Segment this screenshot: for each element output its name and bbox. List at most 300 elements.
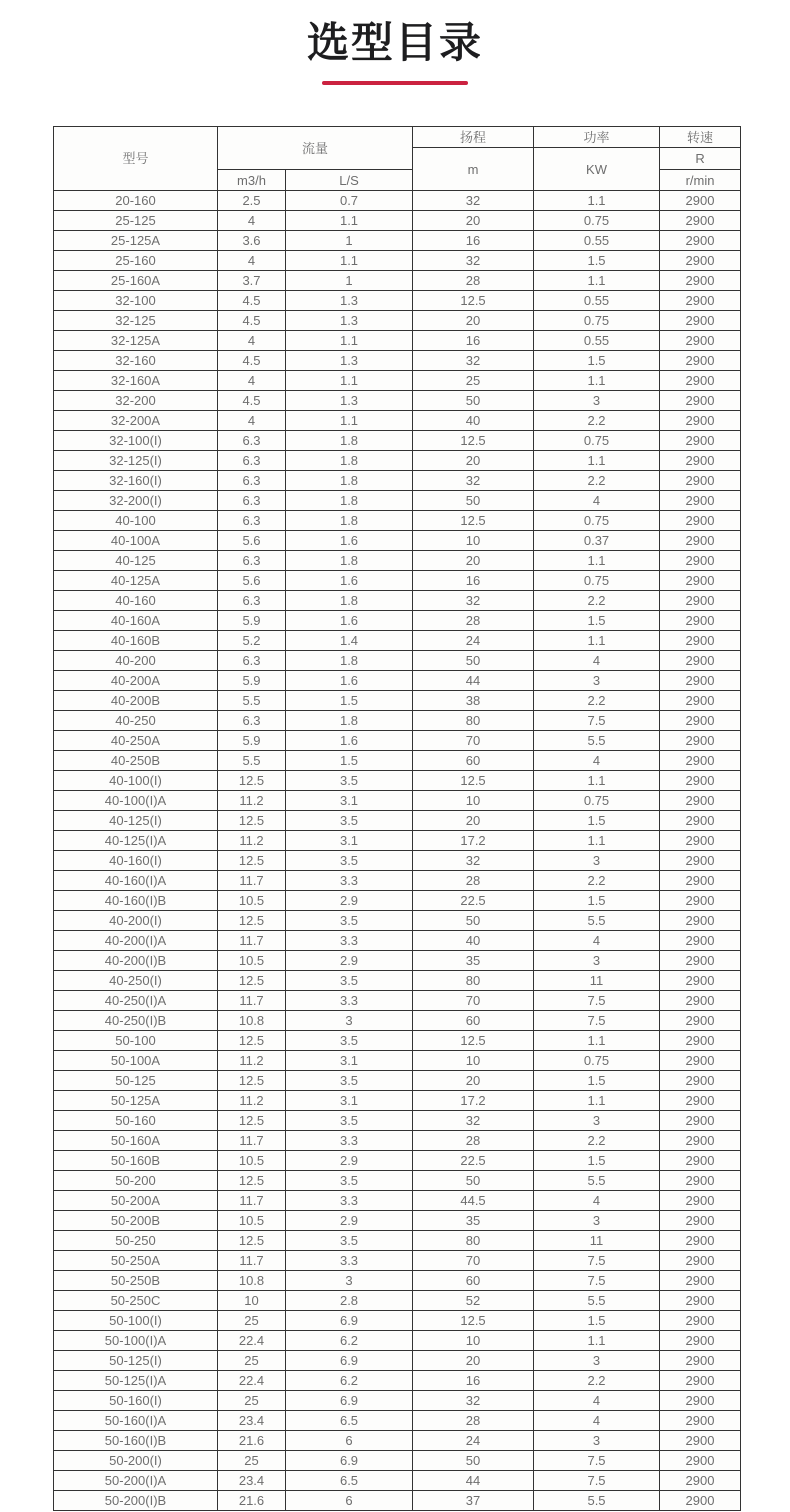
cell-speed-rmin: 2900 (660, 851, 741, 871)
cell-speed-rmin: 2900 (660, 1111, 741, 1131)
cell-flow-ls: 1.3 (286, 351, 413, 371)
cell-speed-rmin: 2900 (660, 331, 741, 351)
cell-flow-ls: 1.1 (286, 411, 413, 431)
cell-flow-ls: 3 (286, 1011, 413, 1031)
cell-head-m: 50 (413, 651, 534, 671)
table-row (54, 1411, 741, 1431)
table-row (54, 1031, 741, 1051)
cell-speed-rmin: 2900 (660, 671, 741, 691)
cell-speed-rmin: 2900 (660, 1191, 741, 1211)
table-row (54, 511, 741, 531)
cell-power-kw: 5.5 (534, 1491, 660, 1511)
cell-flow-m3h: 23.4 (218, 1471, 286, 1491)
cell-model: 32-160A (54, 371, 218, 391)
cell-model: 50-250 (54, 1231, 218, 1251)
table-row (54, 531, 741, 551)
col-header-power-unit: KW (534, 148, 660, 191)
col-header-flow-ls: L/S (286, 170, 413, 191)
cell-head-m: 70 (413, 731, 534, 751)
table-row (54, 1451, 741, 1471)
table-row (54, 411, 741, 431)
cell-model: 50-250C (54, 1291, 218, 1311)
cell-flow-ls: 3.1 (286, 791, 413, 811)
table-row (54, 1191, 741, 1211)
cell-power-kw: 1.1 (534, 631, 660, 651)
table-row (54, 231, 741, 251)
cell-flow-ls: 3.5 (286, 1071, 413, 1091)
cell-power-kw: 1.5 (534, 1311, 660, 1331)
cell-power-kw: 0.55 (534, 291, 660, 311)
cell-model: 40-100(I) (54, 771, 218, 791)
cell-power-kw: 7.5 (534, 711, 660, 731)
cell-model: 32-200 (54, 391, 218, 411)
table-row (54, 311, 741, 331)
cell-flow-m3h: 3.6 (218, 231, 286, 251)
cell-power-kw: 11 (534, 971, 660, 991)
cell-speed-rmin: 2900 (660, 491, 741, 511)
cell-speed-rmin: 2900 (660, 971, 741, 991)
table-row (54, 911, 741, 931)
cell-head-m: 44.5 (413, 1191, 534, 1211)
cell-power-kw: 7.5 (534, 1451, 660, 1471)
cell-model: 50-160B (54, 1151, 218, 1171)
cell-flow-ls: 1.1 (286, 211, 413, 231)
table-row (54, 631, 741, 651)
cell-head-m: 70 (413, 991, 534, 1011)
col-header-speed-unit: r/min (660, 170, 741, 191)
cell-head-m: 20 (413, 1071, 534, 1091)
cell-speed-rmin: 2900 (660, 571, 741, 591)
cell-flow-m3h: 11.7 (218, 1191, 286, 1211)
cell-model: 32-200A (54, 411, 218, 431)
cell-flow-ls: 3 (286, 1271, 413, 1291)
cell-model: 25-160A (54, 271, 218, 291)
cell-flow-ls: 3.5 (286, 1111, 413, 1131)
cell-model: 25-125A (54, 231, 218, 251)
table-row (54, 1231, 741, 1251)
table-row (54, 351, 741, 371)
cell-model: 40-160(I) (54, 851, 218, 871)
cell-flow-ls: 3.5 (286, 1171, 413, 1191)
cell-flow-ls: 1.8 (286, 451, 413, 471)
cell-flow-m3h: 11.7 (218, 871, 286, 891)
cell-flow-m3h: 5.9 (218, 731, 286, 751)
table-row (54, 191, 741, 211)
table-row (54, 691, 741, 711)
cell-flow-m3h: 5.6 (218, 531, 286, 551)
cell-power-kw: 0.75 (534, 1051, 660, 1071)
cell-flow-m3h: 11.2 (218, 1051, 286, 1071)
cell-speed-rmin: 2900 (660, 991, 741, 1011)
table-row (54, 1071, 741, 1091)
cell-head-m: 44 (413, 671, 534, 691)
cell-flow-m3h: 5.9 (218, 671, 286, 691)
cell-flow-ls: 3.5 (286, 1031, 413, 1051)
cell-speed-rmin: 2900 (660, 931, 741, 951)
table-row (54, 1431, 741, 1451)
cell-head-m: 24 (413, 1431, 534, 1451)
cell-model: 32-125(I) (54, 451, 218, 471)
table-row (54, 211, 741, 231)
cell-flow-m3h: 11.7 (218, 1251, 286, 1271)
cell-head-m: 50 (413, 1451, 534, 1471)
cell-flow-ls: 1.5 (286, 751, 413, 771)
table-row (54, 1111, 741, 1131)
col-header-head-unit: m (413, 148, 534, 191)
cell-speed-rmin: 2900 (660, 1351, 741, 1371)
cell-head-m: 20 (413, 451, 534, 471)
cell-flow-m3h: 10 (218, 1291, 286, 1311)
cell-power-kw: 2.2 (534, 871, 660, 891)
cell-flow-m3h: 12.5 (218, 1171, 286, 1191)
cell-flow-m3h: 2.5 (218, 191, 286, 211)
table-row (54, 1251, 741, 1271)
cell-flow-m3h: 11.2 (218, 1091, 286, 1111)
cell-flow-ls: 2.9 (286, 1211, 413, 1231)
cell-model: 20-160 (54, 191, 218, 211)
cell-model: 50-160 (54, 1111, 218, 1131)
cell-flow-m3h: 25 (218, 1311, 286, 1331)
cell-speed-rmin: 2900 (660, 811, 741, 831)
cell-model: 40-250(I) (54, 971, 218, 991)
table-row (54, 871, 741, 891)
cell-flow-ls: 1.6 (286, 731, 413, 751)
cell-head-m: 40 (413, 931, 534, 951)
table-row (54, 1371, 741, 1391)
cell-head-m: 32 (413, 471, 534, 491)
cell-speed-rmin: 2900 (660, 1011, 741, 1031)
cell-model: 40-200(I) (54, 911, 218, 931)
cell-flow-ls: 6.9 (286, 1351, 413, 1371)
cell-flow-ls: 3.5 (286, 771, 413, 791)
cell-flow-m3h: 11.2 (218, 791, 286, 811)
cell-model: 32-100(I) (54, 431, 218, 451)
table-row (54, 251, 741, 271)
cell-speed-rmin: 2900 (660, 311, 741, 331)
cell-speed-rmin: 2900 (660, 911, 741, 931)
table-row (54, 771, 741, 791)
cell-power-kw: 2.2 (534, 691, 660, 711)
cell-speed-rmin: 2900 (660, 651, 741, 671)
cell-model: 40-200 (54, 651, 218, 671)
cell-power-kw: 1.1 (534, 831, 660, 851)
table-row (54, 811, 741, 831)
cell-flow-ls: 2.9 (286, 1151, 413, 1171)
cell-power-kw: 1.5 (534, 891, 660, 911)
cell-head-m: 20 (413, 311, 534, 331)
table-row (54, 1291, 741, 1311)
cell-flow-m3h: 4.5 (218, 391, 286, 411)
cell-flow-ls: 1.6 (286, 671, 413, 691)
table-row (54, 951, 741, 971)
cell-flow-ls: 1.4 (286, 631, 413, 651)
table-row (54, 591, 741, 611)
cell-flow-ls: 3.3 (286, 991, 413, 1011)
cell-flow-m3h: 12.5 (218, 771, 286, 791)
cell-flow-m3h: 22.4 (218, 1331, 286, 1351)
cell-model: 40-250B (54, 751, 218, 771)
cell-model: 32-100 (54, 291, 218, 311)
cell-flow-ls: 1 (286, 231, 413, 251)
cell-head-m: 32 (413, 851, 534, 871)
cell-power-kw: 0.75 (534, 511, 660, 531)
cell-head-m: 50 (413, 491, 534, 511)
cell-model: 50-160A (54, 1131, 218, 1151)
cell-head-m: 60 (413, 751, 534, 771)
cell-flow-ls: 1.3 (286, 311, 413, 331)
cell-power-kw: 2.2 (534, 591, 660, 611)
cell-flow-ls: 1 (286, 271, 413, 291)
cell-flow-m3h: 10.8 (218, 1011, 286, 1031)
cell-model: 40-125(I)A (54, 831, 218, 851)
cell-head-m: 80 (413, 971, 534, 991)
cell-flow-ls: 3.5 (286, 811, 413, 831)
table-row (54, 791, 741, 811)
cell-flow-m3h: 4 (218, 411, 286, 431)
table-row (54, 271, 741, 291)
table-row (54, 471, 741, 491)
cell-power-kw: 3 (534, 1211, 660, 1231)
cell-power-kw: 1.1 (534, 191, 660, 211)
cell-flow-m3h: 12.5 (218, 1071, 286, 1091)
table-row (54, 1011, 741, 1031)
cell-power-kw: 4 (534, 651, 660, 671)
cell-flow-ls: 1.3 (286, 291, 413, 311)
cell-speed-rmin: 2900 (660, 191, 741, 211)
cell-power-kw: 1.5 (534, 1071, 660, 1091)
cell-flow-ls: 1.8 (286, 431, 413, 451)
cell-head-m: 35 (413, 951, 534, 971)
cell-head-m: 38 (413, 691, 534, 711)
cell-flow-ls: 3.1 (286, 1051, 413, 1071)
cell-head-m: 32 (413, 351, 534, 371)
cell-flow-m3h: 10.5 (218, 891, 286, 911)
cell-speed-rmin: 2900 (660, 251, 741, 271)
cell-speed-rmin: 2900 (660, 1031, 741, 1051)
table-row (54, 711, 741, 731)
table-row (54, 551, 741, 571)
cell-head-m: 20 (413, 551, 534, 571)
cell-flow-ls: 1.8 (286, 471, 413, 491)
cell-model: 50-200A (54, 1191, 218, 1211)
cell-flow-m3h: 4 (218, 211, 286, 231)
cell-power-kw: 1.5 (534, 811, 660, 831)
cell-model: 40-100 (54, 511, 218, 531)
cell-flow-ls: 1.6 (286, 611, 413, 631)
cell-power-kw: 1.5 (534, 251, 660, 271)
col-header-speed: 转速 (660, 127, 741, 148)
cell-model: 40-250A (54, 731, 218, 751)
cell-model: 50-250B (54, 1271, 218, 1291)
cell-power-kw: 4 (534, 1391, 660, 1411)
cell-flow-ls: 1.1 (286, 371, 413, 391)
title-underline-accent (322, 81, 468, 85)
cell-speed-rmin: 2900 (660, 1371, 741, 1391)
table-row (54, 371, 741, 391)
cell-flow-m3h: 4.5 (218, 291, 286, 311)
cell-model: 32-160(I) (54, 471, 218, 491)
cell-flow-m3h: 6.3 (218, 651, 286, 671)
cell-speed-rmin: 2900 (660, 1071, 741, 1091)
cell-speed-rmin: 2900 (660, 371, 741, 391)
cell-model: 50-250A (54, 1251, 218, 1271)
cell-flow-m3h: 6.3 (218, 451, 286, 471)
cell-head-m: 10 (413, 791, 534, 811)
cell-flow-ls: 3.3 (286, 871, 413, 891)
cell-model: 50-125A (54, 1091, 218, 1111)
cell-power-kw: 2.2 (534, 471, 660, 491)
cell-model: 25-125 (54, 211, 218, 231)
table-body (54, 191, 741, 1511)
cell-head-m: 12.5 (413, 291, 534, 311)
cell-flow-ls: 3.5 (286, 971, 413, 991)
cell-power-kw: 1.5 (534, 1151, 660, 1171)
table-row (54, 1311, 741, 1331)
cell-model: 40-200(I)A (54, 931, 218, 951)
cell-model: 50-100 (54, 1031, 218, 1051)
cell-head-m: 17.2 (413, 831, 534, 851)
cell-head-m: 32 (413, 1111, 534, 1131)
cell-flow-m3h: 12.5 (218, 911, 286, 931)
cell-model: 50-100(I) (54, 1311, 218, 1331)
cell-head-m: 50 (413, 391, 534, 411)
table-row (54, 931, 741, 951)
cell-speed-rmin: 2900 (660, 391, 741, 411)
cell-model: 50-200(I) (54, 1451, 218, 1471)
cell-flow-ls: 6.2 (286, 1331, 413, 1351)
cell-model: 50-100(I)A (54, 1331, 218, 1351)
cell-power-kw: 7.5 (534, 1011, 660, 1031)
cell-flow-ls: 1.8 (286, 591, 413, 611)
cell-speed-rmin: 2900 (660, 731, 741, 751)
cell-flow-m3h: 11.7 (218, 991, 286, 1011)
cell-flow-m3h: 4.5 (218, 351, 286, 371)
cell-flow-ls: 3.1 (286, 831, 413, 851)
cell-model: 50-200(I)A (54, 1471, 218, 1491)
cell-flow-ls: 1.8 (286, 511, 413, 531)
cell-speed-rmin: 2900 (660, 591, 741, 611)
cell-model: 40-250(I)B (54, 1011, 218, 1031)
cell-flow-m3h: 6.3 (218, 431, 286, 451)
header-row-1 (54, 127, 741, 148)
cell-speed-rmin: 2900 (660, 1291, 741, 1311)
cell-model: 40-125A (54, 571, 218, 591)
col-header-model: 型号 (54, 127, 218, 191)
page-title: 选型目录 (306, 19, 483, 66)
table-row (54, 1051, 741, 1071)
pump-selection-table (53, 126, 741, 1511)
cell-power-kw: 4 (534, 491, 660, 511)
cell-power-kw: 3 (534, 671, 660, 691)
table-row (54, 431, 741, 451)
cell-flow-ls: 1.8 (286, 651, 413, 671)
cell-power-kw: 3 (534, 391, 660, 411)
cell-head-m: 50 (413, 911, 534, 931)
cell-speed-rmin: 2900 (660, 1231, 741, 1251)
cell-power-kw: 7.5 (534, 1471, 660, 1491)
cell-head-m: 70 (413, 1251, 534, 1271)
cell-head-m: 40 (413, 411, 534, 431)
cell-head-m: 28 (413, 871, 534, 891)
cell-model: 40-100(I)A (54, 791, 218, 811)
cell-head-m: 10 (413, 531, 534, 551)
cell-power-kw: 3 (534, 1431, 660, 1451)
table-row (54, 391, 741, 411)
cell-flow-ls: 1.6 (286, 571, 413, 591)
table-row (54, 1331, 741, 1351)
cell-flow-m3h: 25 (218, 1451, 286, 1471)
cell-speed-rmin: 2900 (660, 711, 741, 731)
cell-power-kw: 3 (534, 1111, 660, 1131)
table-row (54, 671, 741, 691)
cell-model: 32-160 (54, 351, 218, 371)
cell-flow-m3h: 22.4 (218, 1371, 286, 1391)
cell-flow-m3h: 5.9 (218, 611, 286, 631)
cell-flow-ls: 2.9 (286, 891, 413, 911)
cell-power-kw: 0.75 (534, 571, 660, 591)
cell-flow-ls: 3.3 (286, 1251, 413, 1271)
cell-flow-m3h: 12.5 (218, 971, 286, 991)
cell-model: 50-160(I)A (54, 1411, 218, 1431)
cell-flow-ls: 6.2 (286, 1371, 413, 1391)
cell-power-kw: 1.1 (534, 271, 660, 291)
cell-flow-m3h: 6.3 (218, 511, 286, 531)
cell-flow-m3h: 10.5 (218, 1211, 286, 1231)
cell-flow-m3h: 6.3 (218, 591, 286, 611)
cell-power-kw: 0.75 (534, 211, 660, 231)
cell-power-kw: 11 (534, 1231, 660, 1251)
cell-head-m: 25 (413, 371, 534, 391)
cell-flow-ls: 6.5 (286, 1471, 413, 1491)
cell-speed-rmin: 2900 (660, 951, 741, 971)
cell-model: 50-160(I) (54, 1391, 218, 1411)
table-row (54, 291, 741, 311)
cell-power-kw: 4 (534, 931, 660, 951)
cell-flow-ls: 1.6 (286, 531, 413, 551)
cell-power-kw: 1.1 (534, 371, 660, 391)
table-row (54, 731, 741, 751)
table-row (54, 991, 741, 1011)
cell-speed-rmin: 2900 (660, 751, 741, 771)
cell-model: 32-125 (54, 311, 218, 331)
cell-flow-ls: 6.9 (286, 1451, 413, 1471)
cell-speed-rmin: 2900 (660, 691, 741, 711)
cell-head-m: 80 (413, 711, 534, 731)
cell-flow-m3h: 5.5 (218, 691, 286, 711)
col-header-power: 功率 (534, 127, 660, 148)
col-header-flow: 流量 (218, 127, 413, 170)
cell-flow-m3h: 12.5 (218, 1111, 286, 1131)
cell-power-kw: 1.1 (534, 451, 660, 471)
cell-head-m: 32 (413, 251, 534, 271)
cell-head-m: 16 (413, 331, 534, 351)
cell-model: 40-160(I)A (54, 871, 218, 891)
cell-power-kw: 4 (534, 751, 660, 771)
cell-speed-rmin: 2900 (660, 1471, 741, 1491)
cell-model: 50-160(I)B (54, 1431, 218, 1451)
cell-flow-ls: 1.1 (286, 251, 413, 271)
cell-head-m: 17.2 (413, 1091, 534, 1111)
cell-speed-rmin: 2900 (660, 231, 741, 251)
cell-power-kw: 5.5 (534, 911, 660, 931)
cell-head-m: 10 (413, 1331, 534, 1351)
table-row (54, 751, 741, 771)
table-row (54, 971, 741, 991)
cell-head-m: 37 (413, 1491, 534, 1511)
cell-head-m: 50 (413, 1171, 534, 1191)
cell-speed-rmin: 2900 (660, 831, 741, 851)
cell-head-m: 12.5 (413, 431, 534, 451)
